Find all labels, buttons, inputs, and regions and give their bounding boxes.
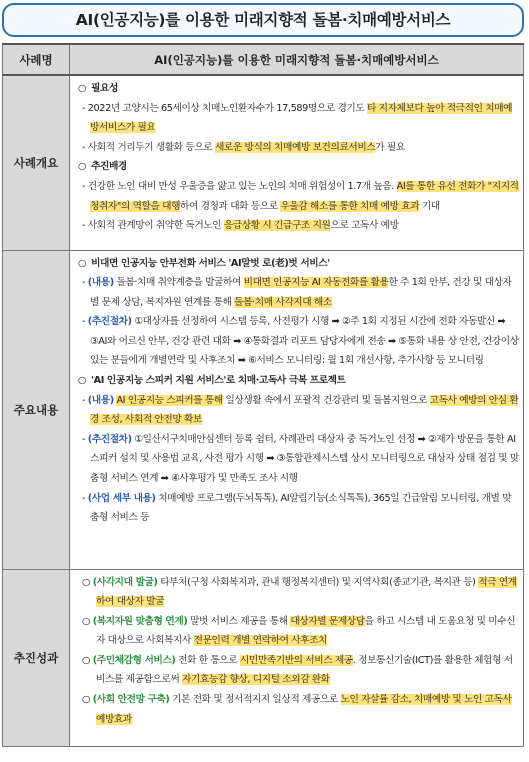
- circle-bullet-icon: ○: [82, 654, 93, 666]
- list-item: - 2022년 고양시는 65세이상 치매노인환자수가 17,589명으로 경기도 타 지자체보다 높아 적극적인 치매예방서비스가 필요: [82, 102, 513, 134]
- section-label-results: 추진성과: [3, 569, 70, 746]
- circle-bullet-icon: ○: [78, 161, 87, 173]
- circle-bullet-icon: ○: [82, 694, 93, 706]
- list-item: - (추진절차) ①일산서구치매안심센터 등록 쉼터, 사례관리 대상자 중 독거노인 선정 ➡ ②재가 방문을 통한 AI 스피커 설치 및 사용법 교육, 사전 평가 시행 ➡ ③통합관제시스템 상시 모니터링으로 대상자 상태 점검 및 맞춤형 서비스 연계 ➡ ④사후평가 및 만족도 조사 시행: [82, 433, 519, 485]
- list-item: - 사회적 거리두기 생활화 등으로 새로운 방식의 치매예방 보건의료서비스가 필요: [82, 141, 405, 153]
- section-content-main: [70, 250, 524, 569]
- table-row: [3, 250, 524, 569]
- table-row: [3, 569, 524, 746]
- circle-bullet-icon: ○: [78, 83, 87, 94]
- list-item: ○ (사회 안전망 구축) 기본 전화 및 정서적지지 일상적 제공으로 노인 자살률 감소, 치매예방 및 노인 고독사 예방효과: [82, 694, 512, 725]
- circle-bullet-icon: ○: [82, 576, 93, 588]
- list-item: - 사회적 관계망이 취약한 독거노인 응급상황 시 긴급구조 지원으로 고독사 예방: [82, 220, 399, 232]
- section-content-results: [70, 569, 524, 746]
- heading-necessity: ○ 필요성: [78, 83, 118, 94]
- section-label-main-content: 주요내용: [3, 250, 70, 569]
- section-label-overview: 사례개요: [3, 75, 70, 250]
- heading-ai-speaker-service: ○ 'AI 인공지능 스피커 지원 서비스'로 치매·고독사 극복 프로젝트: [78, 375, 346, 387]
- table-row: [3, 75, 524, 250]
- list-item: ○ (복지자원 맞춤형 연계) 말벗 서비스 제공을 통해 대상자별 문제상담을 하고 시스템 내 도움요청 및 미수신자 대상으로 사회복지사 전문인력 개별 연락하여 사후조치: [82, 615, 516, 647]
- heading-background: ○ 추진배경: [78, 161, 127, 173]
- header-case-name-value: AI(인공지능)를 이용한 미래지향적 돌봄·치매예방서비스: [70, 44, 524, 75]
- page-title: AI(인공지능)를 이용한 미래지향적 돌봄·치매예방서비스: [2, 3, 524, 37]
- list-item: - (내용) 돌봄·치매 취약계층을 발굴하여 비대면 인공지능 AI 자동전화를 활용한 주 1회 안부, 건강 및 대상자별 문제 상담, 복지자원 연계를 통해 돌봄·치매 사각지대 해소: [82, 277, 512, 308]
- circle-bullet-icon: ○: [82, 615, 93, 627]
- list-item: ○ (사각지대 발굴) 타부처(구청 사회복지과, 관내 행정복지센터) 및 지역사회(종교기관, 복지관 등) 적극 연계하여 대상자 발굴: [82, 576, 517, 608]
- list-item: - (내용) AI 인공지능 스피커를 통해 일상생활 속에서 포괄적 건강관리 및 돌봄지원으로 고독사 예방의 안심 환경 조성, 사회적 안전망 확보: [82, 394, 519, 426]
- circle-bullet-icon: ○: [78, 375, 87, 387]
- list-item: - 건강한 노인 대비 만성 우울증을 앓고 있는 노인의 치매 위험성이 1.7개 높음. AI를 통한 유선 전화가 "지지적 청취자"의 역할을 대행하여 경청과 대화 등으로 우울감 해소를 통한 치매 예방 효과 기대: [82, 180, 519, 212]
- circle-bullet-icon: ○: [78, 257, 87, 269]
- heading-ai-call-service: ○ 비대면 인공지능 안부전화 서비스 'AI말벗 로(老)벗 서비스': [78, 257, 330, 269]
- list-item: - (사업 세부 내용) 치매예방 프로그램(두뇌톡톡), AI알림기능(소식톡톡), 365일 긴급알림 모니터링, 개별 맞춤형 서비스 등: [82, 492, 512, 524]
- list-item: - (추진절차) ①대상자를 선정하여 시스템 등록, 사전평가 시행 ➡ ②주 1회 지정된 시간에 전화 자동발신 ➡ ③AI와 어르신 안부, 건강 관련 대화 ➡ ④통화결과 리포트 담당자에게 전송 ➡ ⑤통화 내용 상 안전, 건강이상 있는 분들에게 개별연락 및 사후조치 ➡ ⑥서비스 모니터링: 월 1회 개선사항, 추가사항 등 모니터링: [82, 316, 519, 367]
- header-case-name-label: 사례명: [3, 44, 70, 75]
- case-table: [2, 43, 524, 747]
- section-content-overview: [70, 75, 524, 250]
- table-header-row: [3, 44, 524, 75]
- list-item: ○ (주민체감형 서비스) 전화 한 통으로 시민만족기반의 서비스 제공. 정보통신기술(ICT)를 활용한 체험형 서비스를 제공함으로써 자기효능감 향상, 디지털 소외감 완화: [82, 654, 513, 686]
